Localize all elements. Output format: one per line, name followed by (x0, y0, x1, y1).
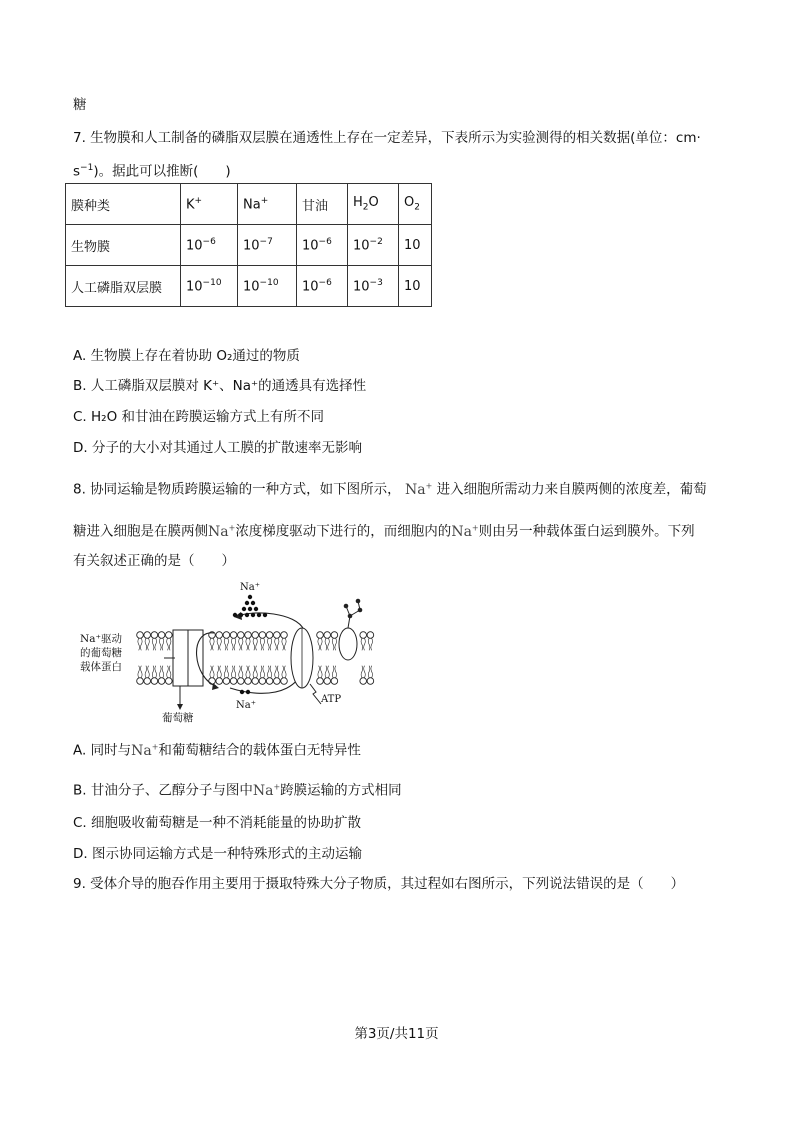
q8-stem-text: 8. 协同运输是物质跨膜运输的一种方式，如下图所示， (73, 481, 401, 498)
glucose-label: 葡萄糖 (162, 712, 194, 723)
cell: $10^{-3}$ (348, 266, 399, 307)
phospholipid-head (216, 666, 223, 685)
phospholipid-head (281, 632, 288, 651)
phospholipid-head (317, 632, 324, 651)
phospholipid-head (367, 666, 374, 685)
phospholipid-head (266, 632, 273, 651)
phospholipid-head (223, 632, 230, 651)
phospholipid-head (245, 666, 252, 685)
na-ion-symbol: Na+ (252, 782, 281, 799)
na-ion-symbol: Na+ (131, 742, 159, 759)
cell: $10^{-2}$ (348, 225, 399, 266)
phospholipid-head (166, 666, 173, 685)
option-text: 跨膜运输的方式相同 (280, 782, 402, 799)
na-bottom-label: Na⁺ (236, 700, 256, 711)
phospholipid-head (238, 632, 245, 651)
phospholipid-head (216, 632, 223, 651)
phospholipid-head (331, 632, 338, 651)
q7-option-c[interactable]: C. H₂O 和甘油在跨膜运输方式上有所不同 (73, 409, 324, 425)
q8-option-c[interactable]: C. 细胞吸收葡萄糖是一种不消耗能量的协助扩散 (73, 815, 362, 831)
phospholipid-head (317, 666, 324, 685)
carrier-label-line2: 的葡萄糖 (80, 647, 122, 659)
q7-stem-tail: )。据此可以推断( ) (93, 163, 231, 180)
q8-stem-text: 则由另一种载体蛋白运到膜外。下列 (478, 523, 695, 540)
q8-option-a[interactable] (73, 737, 361, 761)
cell: $10^{-10}$ (238, 266, 297, 307)
phospholipid-head (259, 666, 266, 685)
phospholipid-head (252, 666, 259, 685)
phospholipid-head (360, 632, 367, 651)
cell: $10^{-6}$ (297, 225, 348, 266)
phospholipid-head (274, 632, 281, 651)
q7-option-b[interactable]: B. 人工磷脂双层膜对 K⁺、Na⁺的通透具有选择性 (73, 378, 367, 394)
option-text: A. 同时与 (73, 742, 132, 759)
q7-stem-unit: s (73, 163, 81, 180)
phospholipid-head (367, 632, 374, 651)
row-label-artificial-membrane: 人工磷脂双层膜 (66, 266, 181, 307)
phospholipid-head (245, 632, 252, 651)
phospholipid-head (151, 632, 158, 651)
phospholipid-head (223, 666, 230, 685)
phospholipid-head (331, 666, 338, 685)
q7-stem-unit-exponent: −1 (80, 163, 94, 173)
previous-question-fragment: 糖 (73, 97, 87, 113)
atp-label: ATP (321, 694, 342, 705)
phospholipid-head (360, 666, 367, 685)
q7-permeability-table (65, 183, 432, 307)
cell: 10 (399, 266, 432, 307)
na-top-label: Na⁺ (240, 582, 260, 593)
carrier-label-line3: 载体蛋白 (80, 661, 122, 673)
phospholipid-head (324, 632, 331, 651)
phospholipid-head (209, 666, 216, 685)
table-header-k: K+ (181, 184, 238, 225)
q8-stem-text: 糖进入细胞是在膜两侧 (73, 523, 208, 540)
table-header-membrane-type: 膜种类 (66, 184, 181, 225)
table-header-o2: $O_2$ (399, 184, 432, 225)
phospholipid-head (144, 666, 151, 685)
phospholipid-head (158, 666, 165, 685)
table-row (66, 225, 432, 266)
q7-stem-line1: 7. 生物膜和人工制备的磷脂双层膜在通透性上存在一定差异，下表所示为实验测得的相关数据(单位：cm· (73, 130, 701, 146)
option-text: 和葡萄糖结合的载体蛋白无特异性 (158, 742, 361, 759)
q9-stem: 9. 受体介导的胞吞作用主要用于摄取特殊大分子物质，其过程如右图所示，下列说法错误的是（ ） (73, 876, 685, 892)
q8-option-b[interactable] (73, 777, 402, 801)
table-row (66, 266, 432, 307)
carrier-label-line1: Na⁺驱动 (80, 633, 122, 645)
q8-option-d[interactable]: D. 图示协同运输方式是一种特殊形式的主动运输 (73, 846, 362, 862)
phospholipid-head (266, 666, 273, 685)
q8-stem-text: 浓度梯度驱动下进行的，而细胞内的 (235, 523, 452, 540)
phospholipid-head (209, 632, 216, 651)
q8-stem-text: 进入细胞所需动力来自膜两侧的浓度差，葡萄 (436, 481, 707, 498)
table-header-h2o: $H_2O$ (348, 184, 399, 225)
na-ion-symbol: Na+ (208, 523, 236, 540)
na-ion-symbol: Na+ (404, 481, 433, 498)
phospholipid-head (230, 666, 237, 685)
phospholipid-head (151, 666, 158, 685)
phospholipid-head (274, 666, 281, 685)
q8-stem-line2 (73, 518, 695, 542)
phospholipid-head (144, 632, 151, 651)
table-header-glycerol: 甘油 (297, 184, 348, 225)
membrane-receptor-protein (339, 628, 357, 660)
q8-stem-line1 (73, 476, 707, 500)
phospholipid-head (238, 666, 245, 685)
phospholipid-head (324, 666, 331, 685)
option-text: B. 甘油分子、乙醇分子与图中 (73, 782, 253, 799)
cell: $10^{-6}$ (181, 225, 238, 266)
phospholipid-head (137, 666, 144, 685)
cell: 10 (399, 225, 432, 266)
phospholipid-head (158, 632, 165, 651)
cell: $10^{-7}$ (238, 225, 297, 266)
table-header-row (66, 184, 432, 225)
cell: $10^{-10}$ (181, 266, 238, 307)
phospholipid-head (230, 632, 237, 651)
q7-stem-line2 (73, 158, 231, 182)
phospholipid-head (281, 666, 288, 685)
table-header-na: Na+ (238, 184, 297, 225)
cell: $10^{-6}$ (297, 266, 348, 307)
na-ion-symbol: Na+ (451, 523, 479, 540)
phospholipid-head (252, 632, 259, 651)
row-label-biomembrane: 生物膜 (66, 225, 181, 266)
cotransport-diagram (78, 578, 378, 723)
page-number-footer: 第3页/共11页 (354, 1026, 439, 1042)
q7-option-a[interactable]: A. 生物膜上存在着协助 O₂通过的物质 (73, 348, 300, 364)
q7-option-d[interactable]: D. 分子的大小对其通过人工膜的扩散速率无影响 (73, 440, 362, 456)
phospholipid-head (137, 632, 144, 651)
phospholipid-head (259, 632, 266, 651)
q8-stem-line3: 有关叙述正确的是（ ） (73, 553, 235, 569)
phospholipid-head (166, 632, 173, 651)
